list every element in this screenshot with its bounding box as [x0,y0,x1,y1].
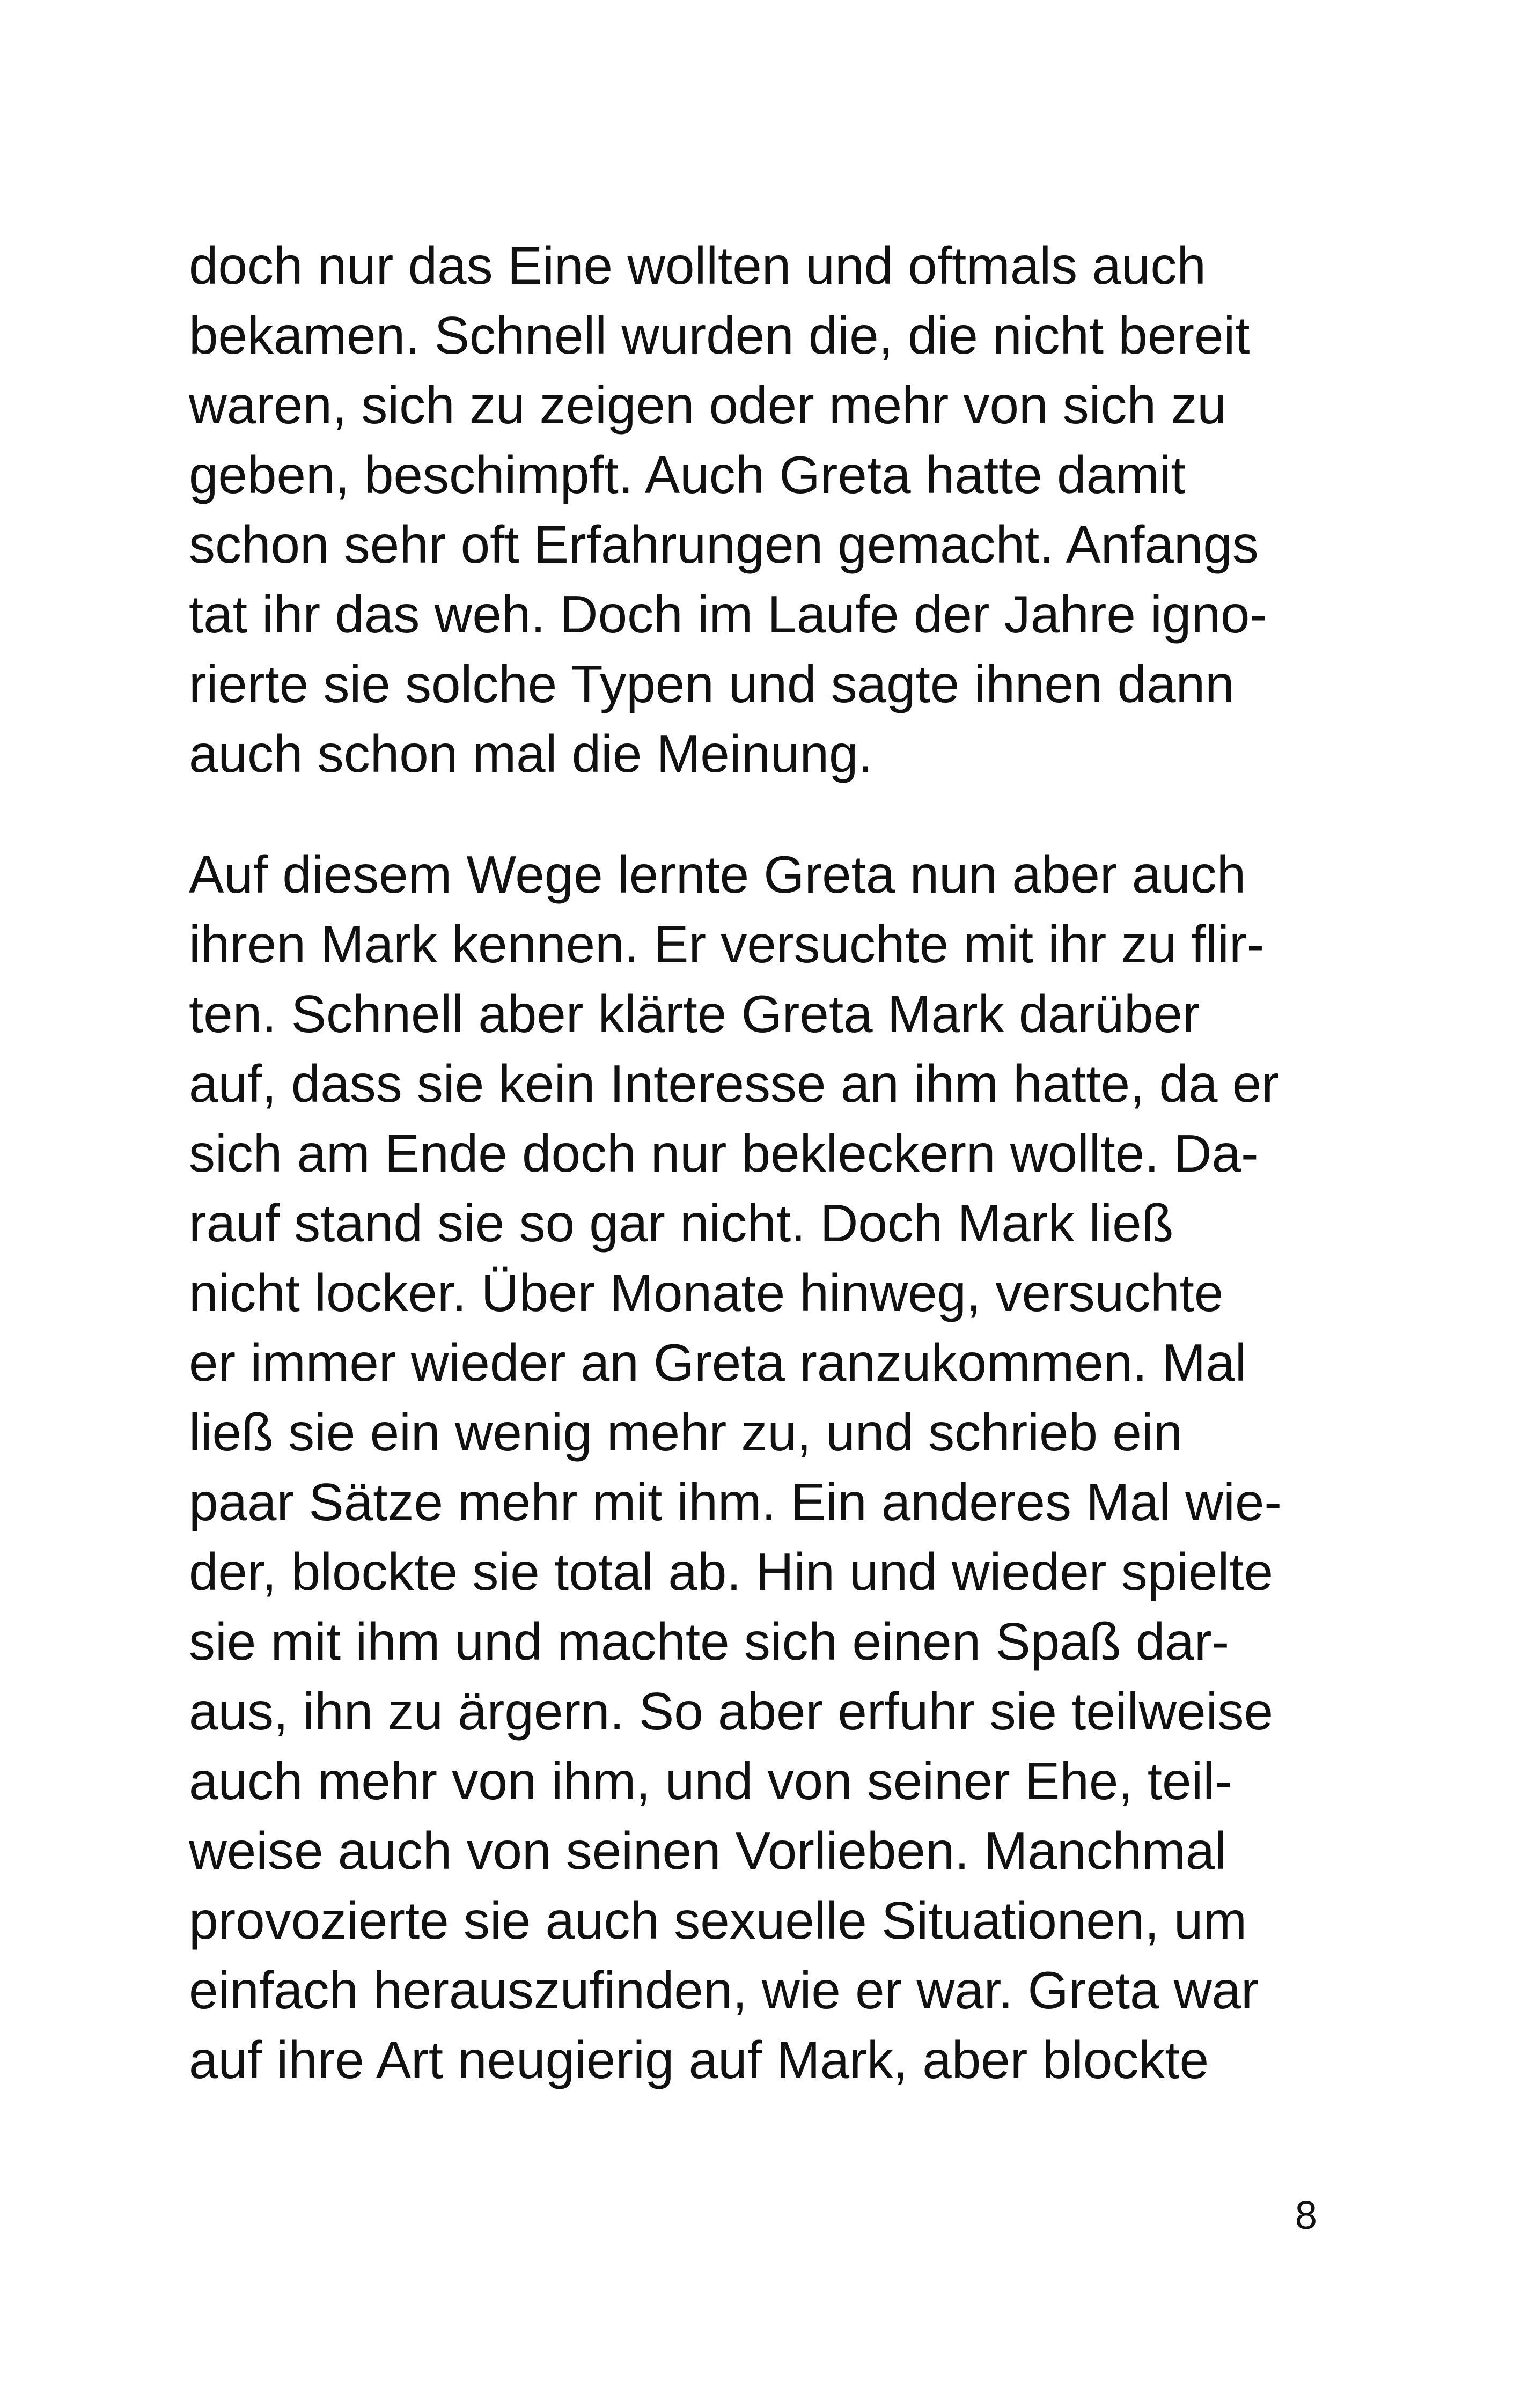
text-line: ließ sie ein wenig mehr zu, und schrieb ein [189,1403,1183,1462]
text-line: auch mehr von ihm, und von seiner Ehe, teil- [189,1751,1232,1810]
text-line: geben, beschimpft. Auch Greta hatte damit [189,445,1186,504]
text-line: ten. Schnell aber klärte Greta Mark darüber [189,984,1200,1043]
text-line: nicht locker. Über Monate hinweg, versuchte [189,1263,1224,1322]
text-line: rauf stand sie so gar nicht. Doch Mark ließ [189,1194,1174,1253]
text-line: paar Sätze mehr mit ihm. Ein anderes Mal wie- [189,1472,1282,1531]
text-line: rierte sie solche Typen und sagte ihnen dann [189,654,1235,713]
text-line: ihren Mark kennen. Er versuchte mit ihr zu flir- [189,915,1265,974]
text-line: Auf diesem Wege lernte Greta nun aber auch [189,845,1246,904]
text-line: provozierte sie auch sexuelle Situationen, um [189,1891,1247,1950]
page-number: 8 [1295,2193,1317,2237]
text-line: weise auch von seinen Vorlieben. Manchmal [189,1821,1226,1880]
text-line: doch nur das Eine wollten und oftmals auch [189,236,1206,295]
text-line: auch schon mal die Meinung. [189,724,873,783]
text-line: der, blockte sie total ab. Hin und wieder spielte [189,1542,1274,1601]
text-line: auf ihre Art neugierig auf Mark, aber blockte [189,2030,1209,2089]
text-line: schon sehr oft Erfahrungen gemacht. Anfangs [189,515,1259,574]
text-line: aus, ihn zu ärgern. So aber erfuhr sie teilweise [189,1682,1273,1741]
text-line: sie mit ihm und machte sich einen Spaß dar- [189,1612,1230,1671]
text-line: bekamen. Schnell wurden die, die nicht bereit [189,306,1250,365]
text-line: auf, dass sie kein Interesse an ihm hatte, da er [189,1054,1279,1113]
text-line: er immer wieder an Greta ranzukommen. Mal [189,1333,1247,1392]
text-line: tat ihr das weh. Doch im Laufe der Jahre igno- [189,585,1268,644]
text-line: sich am Ende doch nur bekleckern wollte. Da- [189,1124,1259,1183]
text-line: einfach herauszufinden, wie er war. Greta war [189,1961,1259,2020]
paragraph-1 [189,231,1369,789]
text-line: waren, sich zu zeigen oder mehr von sich zu [189,375,1226,435]
paragraph-2 [189,840,1369,2095]
